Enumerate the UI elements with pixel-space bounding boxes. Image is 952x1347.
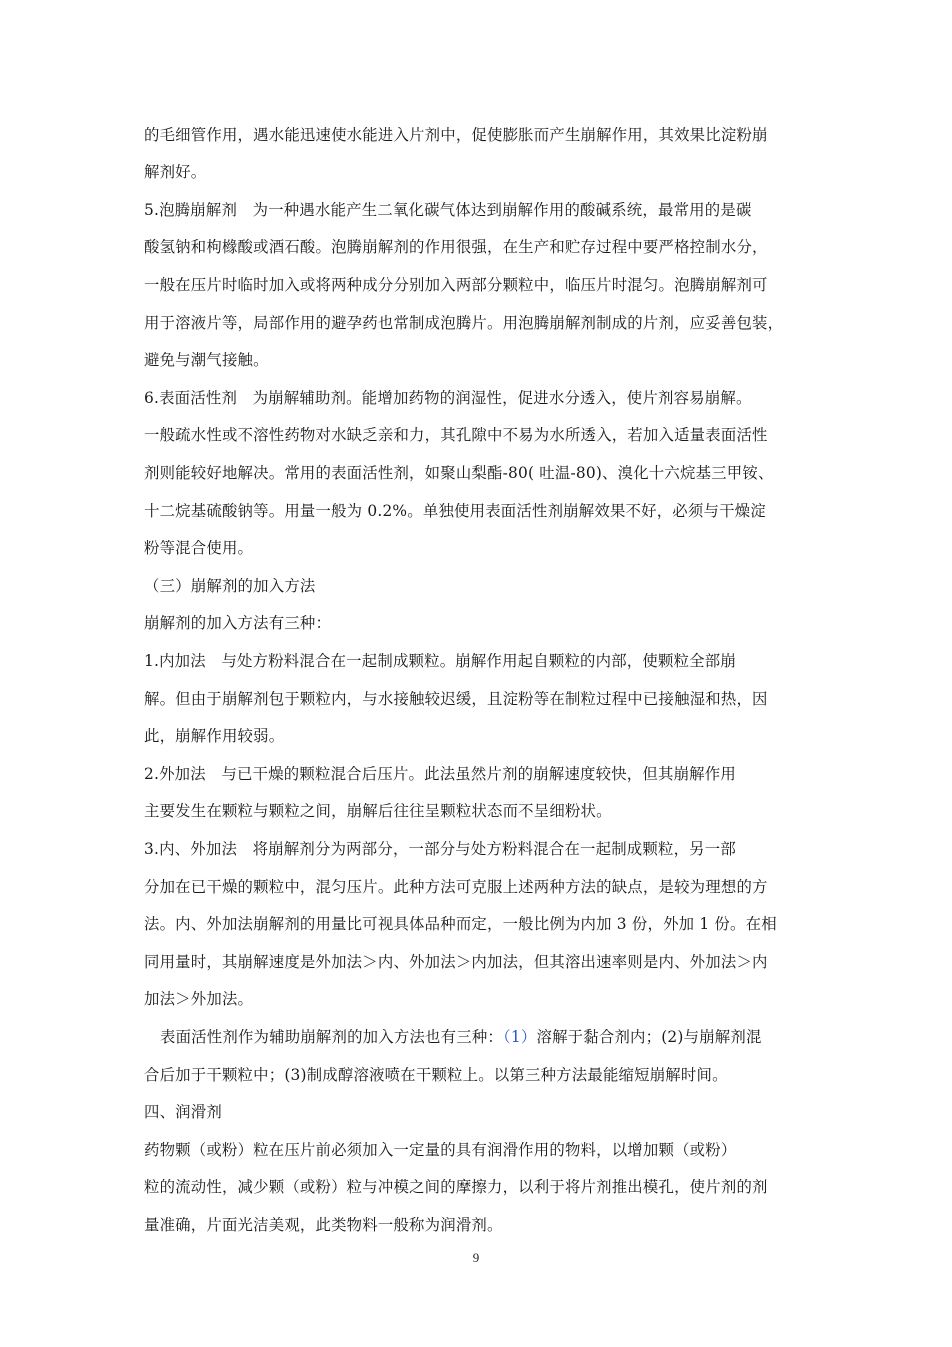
text-line: 5.泡腾崩解剂 为一种遇水能产生二氧化碳气体达到崩解作用的酸碱系统，最常用的是碳 xyxy=(144,201,752,219)
text-line: 十二烷基硫酸钠等。用量一般为 0.2%。单独使用表面活性剂崩解效果不好，必须与干燥淀 xyxy=(144,502,766,520)
text-line: 此，崩解作用较弱。 xyxy=(144,727,285,745)
text-line: 用于溶液片等，局部作用的避孕药也常制成泡腾片。用泡腾崩解剂制成的片剂，应妥善包装， xyxy=(144,314,784,332)
highlighted-number: （1） xyxy=(503,1028,537,1046)
text-line: 加法＞外加法。 xyxy=(144,990,254,1008)
text-line: 解剂好。 xyxy=(144,163,207,181)
text-line: 法。内、外加法崩解剂的用量比可视具体品种而定，一般比例为内加 3 份，外加 1 份。在相 xyxy=(144,915,777,933)
text-line: 粉等混合使用。 xyxy=(144,539,254,557)
text-line: 的毛细管作用，遇水能迅速使水能进入片剂中，促使膨胀而产生崩解作用，其效果比淀粉崩 xyxy=(144,126,768,144)
text-line: 一般疏水性或不溶性药物对水缺乏亲和力，其孔隙中不易为水所透入，若加入适量表面活性 xyxy=(144,426,768,444)
text-line: 6.表面活性剂 为崩解辅助剂。能增加药物的润湿性，促进水分透入，使片剂容易崩解。 xyxy=(144,389,752,407)
section-heading: 四、润滑剂 xyxy=(144,1103,222,1121)
text-line: 同用量时，其崩解速度是外加法＞内、外加法＞内加法，但其溶出速率则是内、外加法＞内 xyxy=(144,953,768,971)
text-line: 崩解剂的加入方法有三种： xyxy=(144,614,332,632)
text-line: 避免与潮气接触。 xyxy=(144,351,269,369)
text-line: 药物颗（或粉）粒在压片前必须加入一定量的具有润滑作用的物料，以增加颗（或粉） xyxy=(144,1141,737,1159)
text-line: 合后加于干颗粒中；(3)制成醇溶液喷在干颗粒上。以第三种方法最能缩短崩解时间。 xyxy=(144,1066,728,1084)
text-line: 主要发生在颗粒与颗粒之间，崩解后往往呈颗粒状态而不呈细粉状。 xyxy=(144,802,612,820)
text-line-with-highlight xyxy=(160,1026,812,1048)
text-line: 量准确，片面光洁美观，此类物料一般称为润滑剂。 xyxy=(144,1216,503,1234)
text-line: 一般在压片时临时加入或将两种成分分别加入两部分颗粒中，临压片时混匀。泡腾崩解剂可 xyxy=(144,276,768,294)
text-line: 2.外加法 与已干燥的颗粒混合后压片。此法虽然片剂的崩解速度较快，但其崩解作用 xyxy=(144,765,736,783)
text-line: 解。但由于崩解剂包于颗粒内，与水接触较迟缓，且淀粉等在制粒过程中已接触湿和热，因 xyxy=(144,690,768,708)
page-number: 9 xyxy=(472,1250,480,1265)
text-line: 酸氢钠和枸橼酸或酒石酸。泡腾崩解剂的作用很强，在生产和贮存过程中要严格控制水分， xyxy=(144,238,768,256)
text-line: 粒的流动性，减少颗（或粉）粒与冲模之间的摩擦力，以利于将片剂推出模孔，使片剂的剂 xyxy=(144,1178,768,1196)
text-segment: 溶解于黏合剂内；(2)与崩解剂混 xyxy=(536,1028,762,1046)
text-line: 分加在已干燥的颗粒中，混匀压片。此种方法可克服上述两种方法的缺点，是较为理想的方 xyxy=(144,878,768,896)
section-heading: （三）崩解剂的加入方法 xyxy=(144,577,316,595)
text-segment: 表面活性剂作为辅助崩解剂的加入方法也有三种： xyxy=(160,1028,503,1046)
text-line: 3.内、外加法 将崩解剂分为两部分，一部分与处方粉料混合在一起制成颗粒，另一部 xyxy=(144,840,736,858)
text-line: 1.内加法 与处方粉料混合在一起制成颗粒。崩解作用起自颗粒的内部，使颗粒全部崩 xyxy=(144,652,736,670)
text-line: 剂则能较好地解决。常用的表面活性剂，如聚山梨酯-80( 吐温-80)、溴化十六烷基三甲铵、 xyxy=(144,464,774,482)
